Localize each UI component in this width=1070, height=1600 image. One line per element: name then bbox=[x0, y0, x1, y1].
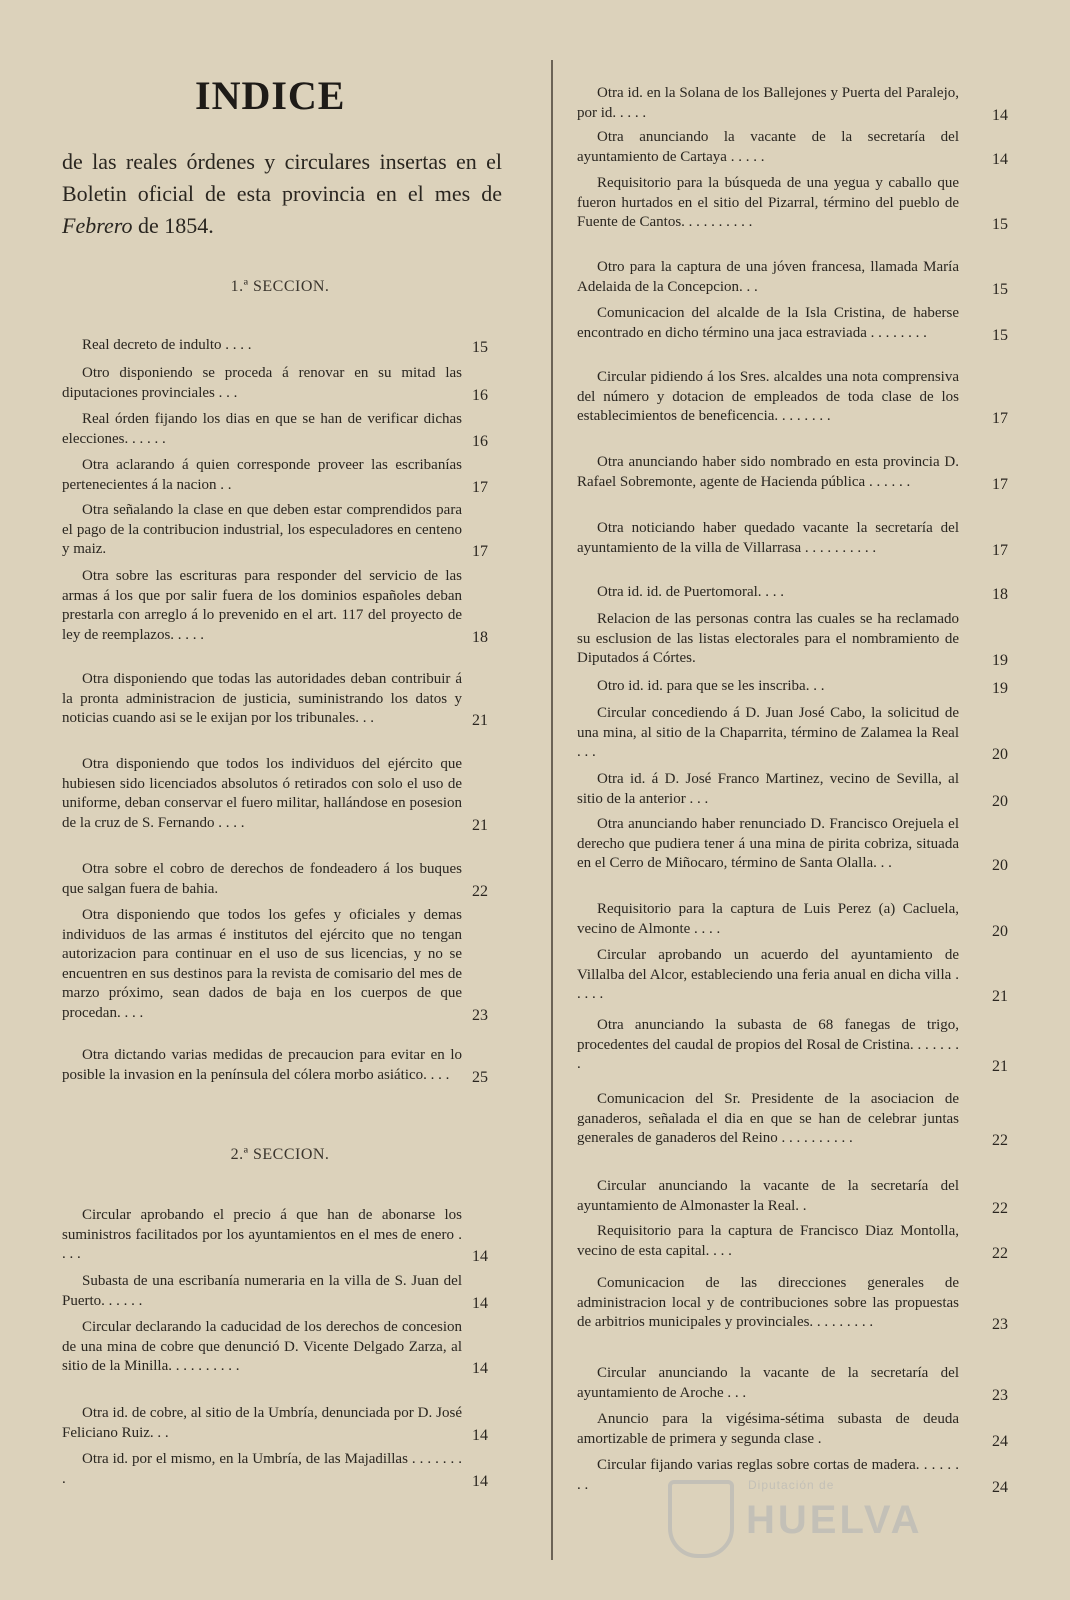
entry-text: Otro id. id. para que se les inscriba. . . bbox=[597, 678, 825, 694]
entry-text: Otra id. id. de Puertomoral. . . . bbox=[597, 584, 785, 600]
entry-text: Comunicacion del Sr. Presidente de la asociacion de ganaderos, señalada el dia en que se han de celebrar juntas generales de ganaderos del Reino . . . . . . . . . . bbox=[577, 1091, 959, 1146]
entry-text: Otra id. de cobre, al sitio de la Umbría, denunciada por D. José Feliciano Ruiz. . . bbox=[62, 1405, 462, 1441]
entry-page: 21 bbox=[472, 712, 488, 729]
entry-page: 15 bbox=[992, 280, 1008, 298]
entry-page: 23 bbox=[992, 1316, 1008, 1333]
page-title: INDICE bbox=[195, 73, 346, 118]
subtitle-year: de 1854. bbox=[132, 213, 214, 238]
column-divider bbox=[551, 60, 553, 1560]
entry-text: Circular concediendo á D. Juan José Cabo, la solicitud de una mina, al sitio de la Chaparrita, término de Zalamea la Real . . . bbox=[577, 705, 959, 760]
entry-text: Otra anunciando la vacante de la secretaría del ayuntamiento de Cartaya . . . . . bbox=[577, 129, 959, 165]
entry-page: 16 bbox=[472, 432, 488, 450]
entry-text: Otra disponiendo que todas las autoridades deban contribuir á la pronta administracion de justicia, suministrando los datos y noticias cuando asi se le exijan por los tribunales. . . bbox=[62, 671, 462, 726]
entry-page: 24 bbox=[992, 1432, 1008, 1450]
entry-text: Real decreto de indulto . . . . bbox=[82, 337, 252, 353]
section-heading-1: 1.ª SECCION. bbox=[230, 278, 330, 295]
entry-text: Requisitorio para la búsqueda de una yegua y caballo que fueron hurtados en el sitio del Pizarral, término del pueblo de Fuente de Cantos. . . . . . . . . . bbox=[577, 175, 959, 230]
entry-text: Real órden fijando los dias en que se han de verificar dichas elecciones. . . . . . bbox=[62, 411, 462, 447]
entry-text: Otra dictando varias medidas de precaucion para evitar en lo posible la invasion en la península del cólera morbo asiático. . . . bbox=[62, 1047, 462, 1083]
index-entry bbox=[577, 84, 1008, 124]
archive-watermark bbox=[668, 1470, 988, 1560]
entry-page: 22 bbox=[992, 1199, 1008, 1217]
entry-text: Circular aprobando el precio á que han de abonarse los suministros facilitados por los ayuntamientos en el mes de enero . . . . bbox=[62, 1207, 462, 1262]
entry-page: 15 bbox=[992, 216, 1008, 233]
entry-page: 22 bbox=[992, 1132, 1008, 1149]
entry-page: 20 bbox=[992, 746, 1008, 763]
index-entry bbox=[62, 906, 488, 1024]
entry-text: Otra id. en la Solana de los Ballejones y Puerta del Paralejo, por id. . . . . bbox=[577, 85, 959, 121]
entry-page: 14 bbox=[472, 1294, 488, 1312]
index-entry bbox=[62, 501, 488, 560]
index-entry bbox=[577, 900, 1008, 940]
entry-text: Otra id. por el mismo, en la Umbría, de las Majadillas . . . . . . . . bbox=[62, 1451, 462, 1487]
index-entry bbox=[62, 567, 488, 646]
entry-text: Otra anunciando haber renunciado D. Francisco Orejuela el derecho que pudiera tener á una mina de pirita cobriza, situada en el Cerro de Miñocaro, término de Santa Olalla. . . bbox=[577, 816, 959, 871]
entry-text: Comunicacion de las direcciones generales de administracion local y de contribuciones sobre las propuestas de arbitrios municipales y provinciales. . . . . . . . . bbox=[577, 1275, 959, 1330]
index-entry bbox=[577, 304, 1008, 344]
index-entry bbox=[577, 815, 1008, 874]
entry-text: Otra disponiendo que todos los gefes y oficiales y demas individuos de las armas é institutos del ejército que no tengan autorizacion para continuar en el uso de sus licencias, y no se encuentren en sus destinos para la revista de comisario del mes de marzo próximo, sean dados de baja en los cuerpos de que procedan. . . . bbox=[62, 907, 462, 1021]
entry-text: Circular aprobando un acuerdo del ayuntamiento de Villalba del Alcor, estableciendo una feria anual en dicha villa . . . . . bbox=[577, 947, 959, 1002]
entry-page: 15 bbox=[472, 339, 488, 356]
entry-text: Otro para la captura de una jóven francesa, llamada María Adelaida de la Concepcion. . . bbox=[577, 259, 959, 295]
entry-page: 17 bbox=[992, 475, 1008, 493]
entry-text: Otra id. á D. José Franco Martinez, vecino de Sevilla, al sitio de la anterior . . . bbox=[577, 771, 959, 807]
entry-page: 25 bbox=[472, 1068, 488, 1086]
entry-text: Circular declarando la caducidad de los derechos de concesion de una mina de cobre que denunció D. Vicente Delgado Zarza, al sitio de la Minilla. . . . . . . . . . bbox=[62, 1319, 462, 1374]
index-entry bbox=[577, 583, 1008, 603]
entry-page: 15 bbox=[992, 326, 1008, 344]
index-entry bbox=[62, 456, 488, 496]
watermark-line1: Diputación de bbox=[748, 1478, 835, 1492]
index-entry bbox=[62, 1450, 488, 1490]
index-entry bbox=[62, 670, 488, 729]
index-entry bbox=[577, 1410, 1008, 1450]
entry-page: 14 bbox=[992, 150, 1008, 168]
entry-page: 17 bbox=[472, 478, 488, 496]
index-entry bbox=[577, 677, 1008, 697]
entry-page: 17 bbox=[992, 410, 1008, 427]
page-subtitle bbox=[62, 146, 502, 242]
entry-text: Comunicacion del alcalde de la Isla Cristina, de haberse encontrado en dicho término una jaca estraviada . . . . . . . . bbox=[577, 305, 959, 341]
index-entry bbox=[62, 1404, 488, 1444]
index-entry bbox=[577, 453, 1008, 493]
index-entry bbox=[577, 1016, 1008, 1075]
entry-text: Otra sobre las escrituras para responder del servicio de las armas á los que por salir fuera de los dominios españoles deban prestarla con arreglo á lo prevenido en el art. 117 del proyecto de ley de reemplazos. . . . . bbox=[62, 568, 462, 643]
index-entry bbox=[577, 174, 1008, 233]
entry-page: 17 bbox=[992, 541, 1008, 559]
entry-page: 14 bbox=[472, 1472, 488, 1490]
index-entry bbox=[577, 1222, 1008, 1262]
entry-text: Otra noticiando haber quedado vacante la secretaría del ayuntamiento de la villa de Villarrasa . . . . . . . . . . bbox=[577, 520, 959, 556]
entry-text: Circular fijando varias reglas sobre cortas de madera. . . . . . . . bbox=[577, 1457, 959, 1493]
index-entry bbox=[62, 1318, 488, 1377]
entry-page: 14 bbox=[992, 106, 1008, 124]
subtitle-month: Febrero bbox=[62, 213, 133, 238]
index-entry bbox=[577, 258, 1008, 298]
entry-text: Relacion de las personas contra las cuales se ha reclamado su esclusion de las listas electorales para el nombramiento de Diputados á Córtes. bbox=[577, 611, 959, 666]
section-heading-2: 2.ª SECCION. bbox=[230, 1146, 330, 1163]
index-entry bbox=[577, 1090, 1008, 1149]
entry-page: 18 bbox=[992, 586, 1008, 603]
index-entry bbox=[62, 860, 488, 900]
entry-text: Otra aclarando á quien corresponde proveer las escribanías pertenecientes á la nacion . . bbox=[62, 457, 462, 493]
index-entry bbox=[577, 368, 1008, 427]
index-entry bbox=[577, 770, 1008, 810]
entry-text: Otro disponiendo se proceda á renovar en su mitad las diputaciones provinciales . . . bbox=[62, 365, 462, 401]
entry-page: 21 bbox=[472, 816, 488, 834]
index-entry bbox=[62, 410, 488, 450]
entry-page: 14 bbox=[472, 1360, 488, 1377]
entry-text: Anuncio para la vigésima-sétima subasta de deuda amortizable de primera y segunda clase . bbox=[577, 1411, 959, 1447]
index-entry bbox=[577, 946, 1008, 1005]
entry-text: Otra anunciando la subasta de 68 fanegas de trigo, procedentes del caudal de propios del Rosal de Cristina. . . . . . . . bbox=[577, 1017, 959, 1072]
entry-page: 24 bbox=[992, 1478, 1008, 1496]
index-entry bbox=[577, 1274, 1008, 1333]
index-entry bbox=[577, 610, 1008, 669]
subtitle-text: de las reales órdenes y circulares insertas en el Boletin oficial de esta provincia en el mes de bbox=[62, 149, 502, 206]
entry-page: 20 bbox=[992, 922, 1008, 940]
entry-page: 19 bbox=[992, 680, 1008, 697]
entry-page: 19 bbox=[992, 652, 1008, 669]
index-entry bbox=[62, 1046, 488, 1086]
entry-text: Otra sobre el cobro de derechos de fondeadero á los buques que salgan fuera de bahia. bbox=[62, 861, 462, 897]
entry-page: 14 bbox=[472, 1248, 488, 1265]
entry-text: Otra señalando la clase en que deben estar comprendidos para el pago de la contribucion industrial, los especuladores en centeno y maiz. bbox=[62, 502, 462, 557]
entry-page: 22 bbox=[992, 1244, 1008, 1262]
entry-page: 23 bbox=[472, 1006, 488, 1024]
index-entry bbox=[577, 1364, 1008, 1404]
entry-page: 22 bbox=[472, 882, 488, 900]
entry-text: Circular anunciando la vacante de la secretaría del ayuntamiento de Almonaster la Real. . bbox=[577, 1178, 959, 1214]
index-entry bbox=[62, 1272, 488, 1312]
entry-text: Circular anunciando la vacante de la secretaría del ayuntamiento de Aroche . . . bbox=[577, 1365, 959, 1401]
index-entry bbox=[62, 755, 488, 834]
index-entry bbox=[577, 128, 1008, 168]
entry-page: 21 bbox=[992, 988, 1008, 1005]
entry-page: 20 bbox=[992, 857, 1008, 874]
index-entry bbox=[577, 1177, 1008, 1217]
entry-page: 21 bbox=[992, 1058, 1008, 1075]
index-entry bbox=[577, 704, 1008, 763]
entry-page: 23 bbox=[992, 1386, 1008, 1404]
entry-text: Subasta de una escribanía numeraria en la villa de S. Juan del Puerto. . . . . . bbox=[62, 1273, 462, 1309]
entry-page: 18 bbox=[472, 628, 488, 646]
entry-text: Otra disponiendo que todos los individuos del ejército que hubiesen sido licenciados absolutos ó retirados con solo el uso de uniforme, deban conservar el fuero militar, hallándose en posesion de la cruz de S. Fernando . . . . bbox=[62, 756, 462, 831]
watermark-line2: HUELVA bbox=[746, 1498, 923, 1542]
index-entry bbox=[62, 1206, 488, 1265]
entry-text: Circular pidiendo á los Sres. alcaldes una nota comprensiva del número y dotacion de empleados de toda clase de los establecimientos de beneficencia. . . . . . . . bbox=[577, 369, 959, 424]
index-entry bbox=[577, 519, 1008, 559]
entry-page: 20 bbox=[992, 792, 1008, 810]
entry-page: 16 bbox=[472, 386, 488, 404]
entry-text: Otra anunciando haber sido nombrado en esta provincia D. Rafael Sobremonte, agente de Hacienda pública . . . . . . bbox=[577, 454, 959, 490]
entry-page: 14 bbox=[472, 1426, 488, 1444]
shield-icon bbox=[668, 1480, 734, 1558]
entry-text: Requisitorio para la captura de Francisco Diaz Montolla, vecino de esta capital. . . . bbox=[577, 1223, 959, 1259]
index-entry bbox=[62, 336, 488, 356]
index-entry bbox=[62, 364, 488, 404]
entry-text: Requisitorio para la captura de Luis Perez (a) Cacluela, vecino de Almonte . . . . bbox=[577, 901, 959, 937]
entry-page: 17 bbox=[472, 543, 488, 560]
